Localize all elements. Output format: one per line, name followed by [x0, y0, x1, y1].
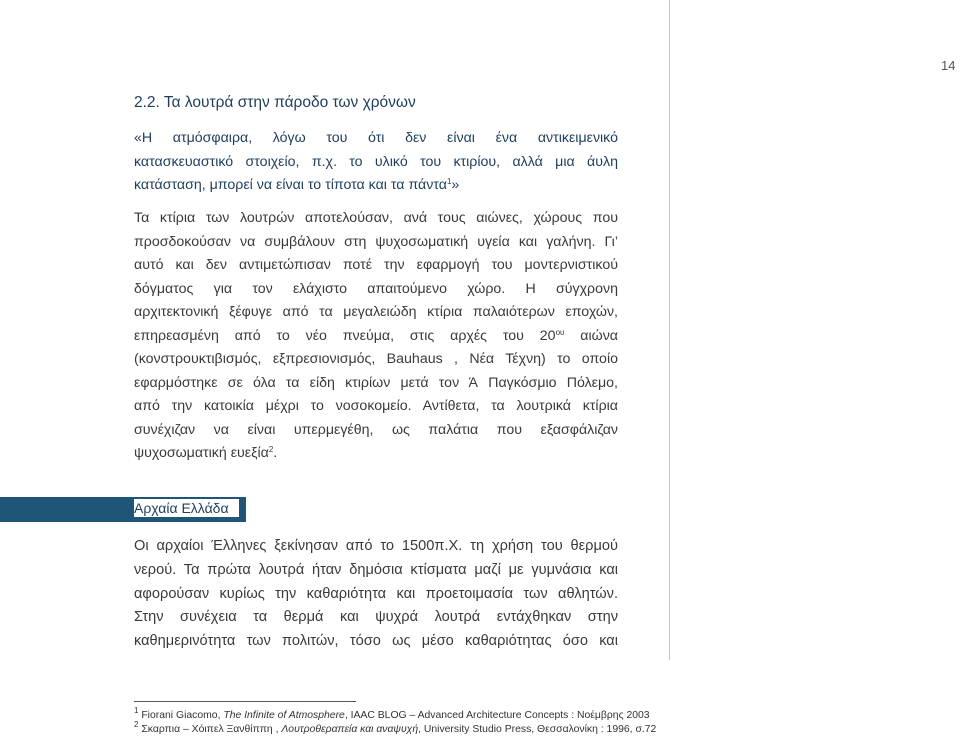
- text-line: αφορούσαν κυρίως την καθαριότητα και προετοιμασία των αθλητών.: [134, 585, 618, 602]
- text-line: Οι αρχαίοι Έλληνες ξεκίνησαν από το 1500π.Χ. τη χρήση του θερμού: [134, 538, 618, 554]
- body-paragraph-1: [134, 207, 618, 466]
- text-line: (κονστρουκτιβισμός, εξπρεσιονισμός, Bauhaus , Νέα Τέχνη) το οποίο: [134, 351, 618, 367]
- text-line: αυτό και δεν αντιμετώπισαν ποτέ την εφαρμογή του μοντερνιστικού: [134, 257, 618, 273]
- quote-line: κατασκευαστικό στοιχείο, π.χ. το υλικό του κτιρίου, αλλά μια άυλη: [134, 153, 618, 170]
- quote-paragraph: [134, 127, 618, 198]
- text-line: από την κατοικία μέχρι το νοσοκομείο. Αντίθετα, τα λουτρικά κτίρια: [134, 398, 618, 414]
- margin-rule: [669, 0, 670, 660]
- text-line: καθημερινότητα των πολιτών, τόσο ως μέσο καθαριότητας όσο και: [134, 633, 618, 650]
- text-line: προσδοκούσαν να συμβάλουν στη ψυχοσωματική υγεία και γαλήνη. Γι’: [134, 233, 618, 250]
- text-line: αρχιτεκτονική ξέφυγε από τα μεγαλειώδη κτίρια παλαιότερων εποχών,: [134, 304, 618, 320]
- text-line: ψυχοσωματική ευεξία$^2$.: [134, 445, 278, 461]
- body-paragraph-2: [134, 535, 618, 654]
- footnote-2: $^2$ Σκαρπια – Χόιπελ Ξανθίππη , Λουτροθεραπεία και αναψυχή, University Studio Press, Θεσσαλονίκη : 1996, σ.72: [134, 720, 657, 735]
- quote-line: κατάσταση, μπορεί να είναι το τίποτα και τα πάντα$^1$»: [134, 177, 460, 193]
- text-line: δόγματος για τον ελάχιστο απαιτούμενο χώρο. Η σύγχρονη: [134, 280, 618, 297]
- text-line: επηρεασμένη από το νέο πνεύμα, στις αρχές του $20^{o\upsilon}$ αιώνα: [134, 327, 618, 344]
- quote-line: «Η ατμόσφαιρα, λόγω του ότι δεν είναι ένα αντικειμενικό: [134, 130, 618, 146]
- subsection-label: Αρχαία Ελλάδα: [134, 499, 239, 517]
- text-line: συνέχιζαν να είναι υπερμεγέθη, ως παλάτια που εξασφάλιζαν: [134, 421, 618, 438]
- section-heading: 2.2. Τα λουτρά στην πάροδο των χρόνων: [134, 94, 416, 111]
- footnote-ref[interactable]: 2: [268, 445, 274, 454]
- footnote-ref[interactable]: 1: [446, 177, 452, 186]
- footnote-rule: [134, 701, 356, 702]
- footnote-1: $^1$ Fiorani Giacomo, The Infinite of Atmosphere, IAAC BLOG – Advanced Architecture Concepts : Νοέμβρης 2003: [134, 706, 650, 721]
- text-line: Στην συνέχεια τα θερμά και ψυχρά λουτρά εντάχθηκαν στην: [134, 609, 618, 626]
- page-number: 14: [941, 58, 956, 73]
- text-line: Τα κτίρια των λουτρών αποτελούσαν, ανά τους αιώνες, χώρους που: [134, 210, 618, 226]
- text-line: εφαρμόστηκε σε όλα τα είδη κτιρίων μετά τον Ά Παγκόσμιο Πόλεμο,: [134, 374, 618, 391]
- text-line: νερού. Τα πρώτα λουτρά ήταν δημόσια κτίσματα μαζί με γυμνάσια και: [134, 561, 618, 578]
